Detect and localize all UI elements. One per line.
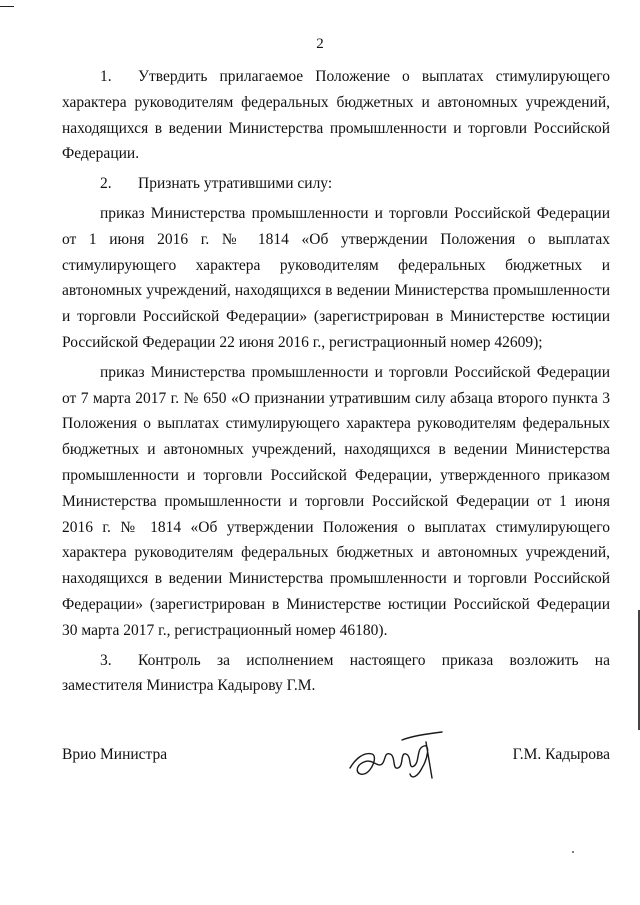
paragraph-2-item-a-text: приказ Министерства промышленности и торговли Российской Федерации от 1 июня 2016 г. № 1814 «Об утверждении Положения о выплатах стимулирующего характера руководителям федеральных бюджетных и автономных учреждений, находящихся в ведении Министерства промышленности и торговли Российской Федерации» (зарегистрирован в Министерстве юстиции Российской Федерации 22 июня 2016 г., регистрационный номер 42609); bbox=[62, 204, 610, 351]
paragraph-3 bbox=[62, 648, 610, 700]
signature-block bbox=[62, 738, 610, 798]
signatory-name: Г.М. Кадырова bbox=[512, 746, 610, 763]
scan-edge-mark-top-left bbox=[0, 6, 14, 7]
paragraph-2 bbox=[62, 171, 610, 197]
paragraph-1-number: 1. bbox=[100, 68, 112, 85]
paragraph-1-text: Утвердить прилагаемое Положение о выплатах стимулирующего характера руководителям федеральных бюджетных и автономных учреждений, находящихся в ведении Министерства промышленности и торговли Российской Федерации. bbox=[62, 68, 610, 163]
signatory-title: Врио Министра bbox=[62, 746, 168, 763]
paragraph-1 bbox=[62, 64, 610, 167]
document-body bbox=[62, 64, 610, 699]
handwritten-signature bbox=[342, 728, 452, 788]
paragraph-2-item-a bbox=[62, 201, 610, 356]
scan-dot bbox=[572, 851, 574, 853]
paragraph-2-text: Признать утратившими силу: bbox=[138, 175, 333, 193]
paragraph-2-item-b-text: приказ Министерства промышленности и торговли Российской Федерации от 7 марта 2017 г. № 650 «О признании утратившим силу абзаца второго пункта 3 Положения о выплатах стимулирующего характера руководителям федеральных бюджетных и автономных учреждений, находящихся в ведении Министерства промышленности и торговли Российской Федерации, утвержденного приказом Министерства промышленности и торговли Российской Федерации от 1 июня 2016 г. № 1814 «Об утверждении Положения о выплатах стимулирующего характера руководителям федеральных бюджетных и автономных учреждений, находящихся в ведении Министерства промышленности и торговли Российской Федерации» (зарегистрирован в Министерстве юстиции Российской Федерации 30 марта 2017 г., регистрационный номер 46180). bbox=[62, 363, 610, 639]
paragraph-2-item-b bbox=[62, 360, 610, 644]
paragraph-3-text: Контроль за исполнением настоящего приказа возложить на заместителя Министра Кадырову Г.М. bbox=[62, 651, 610, 695]
paragraph-3-number: 3. bbox=[100, 651, 112, 669]
paragraph-2-number: 2. bbox=[100, 175, 112, 193]
page-number: 2 bbox=[316, 36, 324, 52]
